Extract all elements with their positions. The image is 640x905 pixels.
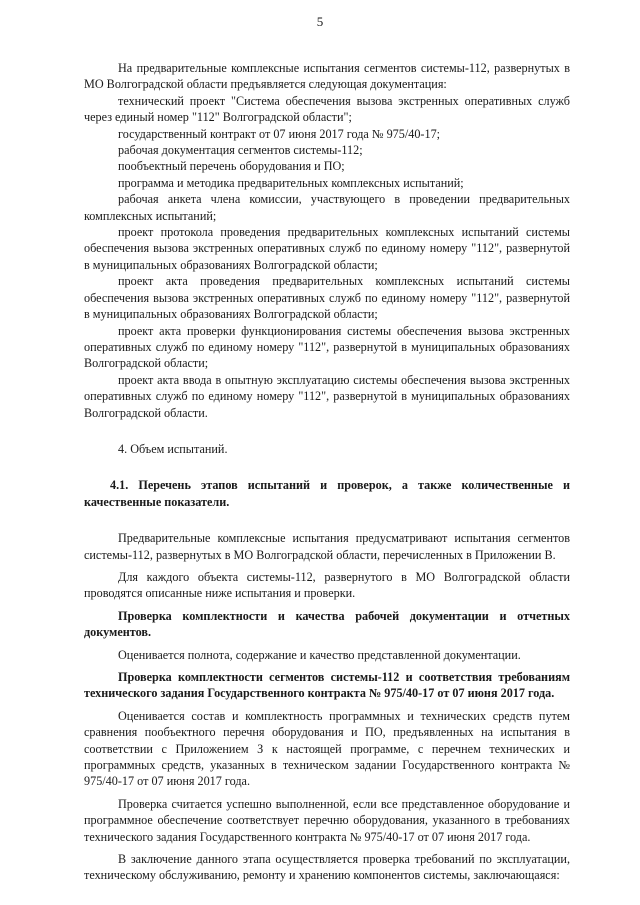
doc-list-item: рабочая документация сегментов системы-112; [118, 143, 363, 158]
doc-list-item: государственный контракт от 07 июня 2017 года № 975/40-17; [118, 126, 441, 141]
doc-list-intro: На предварительные комплексные испытания сегментов системы-112, развернутых в МО Волгоградской области предъявляется следующая документация: [84, 61, 570, 92]
doc-list-item: проект акта ввода в опытную эксплуатацию системы обеспечения вызова экстренных оперативных служб по единому номеру "112", развернутой в муниципальных образованиях Волгоградской области. [84, 372, 570, 420]
paragraph: Предварительные комплексные испытания предусматривают испытания сегментов системы-112, развернутых в МО Волгоградской области, перечисленных в Приложении В. [84, 531, 570, 562]
doc-list-item: проект акта проведения предварительных комплексных испытаний системы обеспечения вызова экстренных оперативных служб по единому номеру "112", развернутой в муниципальных образованиях Волгоградской области; [84, 274, 570, 322]
doc-list-item: технический проект "Система обеспечения вызова экстренных оперативных служб через единый номер "112" Волгоградской области"; [84, 93, 570, 125]
paragraph: Для каждого объекта системы-112, развернутого в МО Волгоградской области проводятся описанные ниже испытания и проверки. [84, 569, 570, 601]
document-body [84, 60, 570, 884]
check-documentation-title: Проверка комплектности и качества рабочей документации и отчетных документов. [84, 608, 570, 640]
doc-list-item: пообъектный перечень оборудования и ПО; [118, 159, 345, 174]
check-completeness-title: Проверка комплектности сегментов системы-112 и соответствия требованиям технического задания Государственного контракта № 975/40-17 от 07 июня 2017 года. [84, 670, 570, 701]
doc-list-item: проект протокола проведения предварительных комплексных испытаний системы обеспечения вызова экстренных оперативных служб по единому номеру "112", развернутой в муниципальных образованиях Волгоградской области; [84, 225, 570, 272]
doc-list-item: рабочая анкета члена комиссии, участвующего в проведении предварительных комплексных испытаний; [84, 192, 570, 223]
doc-list-item: программа и методика предварительных комплексных испытаний; [118, 175, 464, 190]
paragraph: В заключение данного этапа осуществляется проверка требований по эксплуатации, техническому обслуживанию, ремонту и хранению компонентов системы, заключающаяся: [84, 852, 570, 883]
paragraph: Оценивается полнота, содержание и качество представленной документации. [118, 647, 521, 662]
doc-list-item: проект акта проверки функционирования системы обеспечения вызова экстренных оперативных служб по единому номеру "112", развернутой в муниципальных образованиях Волгоградской области; [84, 323, 570, 371]
section-4-title: 4. Объем испытаний. [118, 441, 228, 456]
page-number: 5 [316, 14, 324, 29]
paragraph: Проверка считается успешно выполненной, если все представленное оборудование и программное обеспечение соответствует перечню оборудования, указанного в требованиях технического задания Государственного контракта № 975/40-17 от 07 июня 2017 года. [84, 796, 570, 844]
subsection-4-1-title: 4.1. Перечень этапов испытаний и проверок, а также количественные и качественные показатели. [84, 478, 570, 509]
paragraph: Оценивается состав и комплектность программных и технических средств путем сравнения пообъектного перечня оборудования и ПО, предъявленных на испытания в соответствии с Приложением З к настоящей программе, с перечнем технических и программных средств, указанных в техническом задании Государственного контракта № 975/40-17 от 07 июня 2017 года. [84, 708, 570, 789]
